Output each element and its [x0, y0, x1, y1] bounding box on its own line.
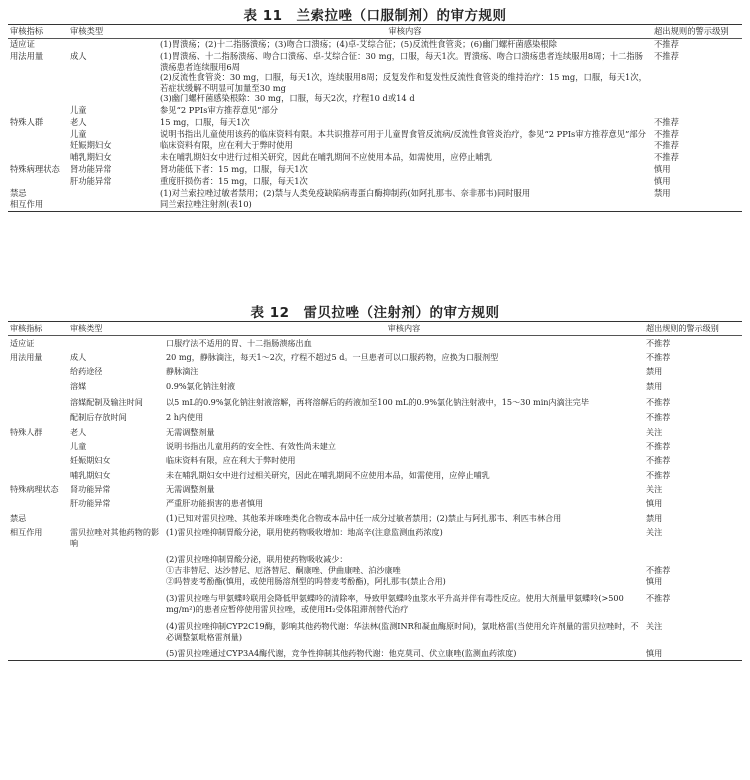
header-type: 审核类型 [70, 323, 103, 333]
cell-indicator: 特殊病理状态 [10, 484, 59, 495]
table-row [8, 590, 742, 618]
header-content: 审核内容 [387, 323, 421, 333]
table-row [8, 187, 742, 199]
cell-indicator [8, 646, 68, 661]
cell-content [158, 187, 652, 199]
level-line: 不推荐 [646, 564, 671, 575]
cell-indicator [8, 152, 68, 164]
cell-type [68, 199, 158, 211]
cell-type: 儿童 [70, 105, 87, 116]
content-line: 2 h内使用 [166, 412, 204, 423]
cell-level: 不推荐 [646, 455, 671, 466]
table-11-title: 表 11 兰索拉唑（口服制剂）的审方规则 [243, 8, 507, 24]
table-row [8, 38, 742, 50]
cell-type: 儿童 [70, 440, 87, 451]
cell-indicator [8, 379, 68, 393]
cell-level: 关注 [646, 426, 663, 437]
content-line: 20 mg，静脉滴注，每天1～2次，疗程不超过5 d。一旦患者可以口服药物，应换为口服剂型 [166, 352, 499, 363]
content-line: 严重肝功能损害的患者慎用 [166, 498, 264, 509]
cell-indicator [8, 175, 68, 187]
table-row [8, 454, 742, 468]
cell-indicator [8, 551, 68, 590]
content-line: (1)胃溃疡、十二指肠溃疡、吻合口溃疡、卓-艾综合征：30 mg，口服，每天1次。胃溃疡、吻合口溃疡患者连续服用8周；十二指肠溃疡患者连续服用6周 [160, 50, 643, 72]
table-row [8, 152, 742, 164]
content-line: 以5 mL的0.9%氯化钠注射液溶解，再将溶解后的药液加至100 mL的0.9%氯化钠注射液中，15～30 min内滴注完毕 [166, 396, 589, 407]
cell-content [164, 482, 644, 496]
content-line: 临床资料有限，应在利大于弊时使用 [160, 140, 293, 151]
cell-type: 肾功能异常 [70, 484, 111, 495]
content-line: ①吉非替尼、达沙替尼、厄洛替尼、酮康唑、伊曲康唑、泊沙康唑 [166, 564, 401, 575]
cell-level [644, 551, 742, 590]
content-line: (2)反流性食管炎：30 mg，口服，每天1次，连续服用8周；反复发作和复发性反流性食管炎的维持治疗：15 mg，口服，每天1次，若症状缓解不明显可加量至30 mg [160, 72, 647, 93]
cell-type: 肝功能异常 [70, 175, 112, 186]
content-line: (1)已知对雷贝拉唑、其他苯并咪唑类化合物或本品中任一成分过敏者禁用；(2)禁止与阿扎那韦、利匹韦林合用 [166, 512, 562, 523]
cell-content [164, 468, 644, 482]
cell-level: 禁用 [654, 187, 671, 198]
cell-content [158, 152, 652, 164]
table-12-header-row [8, 322, 742, 336]
table-row [8, 618, 742, 646]
cell-type: 妊娠期妇女 [70, 140, 112, 151]
cell-content [164, 439, 644, 453]
content-line: 重度肝损伤者：15 mg，口服，每天1次 [160, 175, 308, 186]
cell-type [68, 38, 158, 50]
content-line: (2)雷贝拉唑抑制胃酸分泌，联用使药物吸收减少： [166, 553, 348, 564]
content-line: 15 mg，口服，每天1次 [160, 116, 250, 127]
cell-level: 不推荐 [646, 396, 671, 407]
cell-content [158, 163, 652, 175]
cell-content [164, 350, 644, 364]
table-11 [8, 24, 742, 212]
cell-level: 不推荐 [654, 140, 679, 151]
cell-type: 老人 [70, 116, 87, 127]
table-row [8, 425, 742, 439]
cell-level: 禁用 [646, 512, 663, 523]
table-12 [8, 321, 742, 661]
cell-level: 关注 [646, 527, 663, 538]
cell-type: 雷贝拉唑对其他药物的影响 [70, 527, 160, 549]
content-line: 临床资料有限，应在利大于弊时使用 [166, 455, 296, 466]
cell-indicator [8, 590, 68, 618]
cell-content [164, 618, 644, 646]
content-line: (1)雷贝拉唑抑制胃酸分泌，联用使药物吸收增加：地高辛(注意监测血药浓度) [166, 527, 443, 538]
content-line: 说明书指出儿童用药的安全性、有效性尚未建立 [166, 440, 336, 451]
cell-level: 不推荐 [646, 337, 671, 348]
cell-type: 肝功能异常 [70, 498, 111, 509]
content-line: (3)幽门螺杆菌感染根除：30 mg，口服，每天2次，疗程10 d或14 d [160, 93, 415, 104]
table-row [8, 526, 742, 551]
cell-level: 慎用 [654, 164, 671, 175]
cell-indicator [8, 394, 68, 411]
cell-content [164, 454, 644, 468]
cell-level: 不推荐 [646, 469, 671, 480]
cell-content [158, 116, 652, 128]
header-indicator: 审核指标 [10, 323, 43, 333]
content-line: 未在哺乳期妇女中进行过相关研究，因此在哺乳期间不应使用本品，如需使用，应停止哺乳 [166, 469, 490, 480]
cell-level: 不推荐 [654, 152, 679, 163]
content-line: ②吗替麦考酚酯(慎用，或使用肠溶剂型的吗替麦考酚酯)，阿扎那韦(禁止合用) [166, 575, 446, 586]
cell-type: 溶媒 [70, 380, 87, 391]
cell-type [68, 590, 164, 618]
cell-indicator: 特殊人群 [10, 116, 44, 127]
cell-level: 禁用 [646, 366, 663, 377]
cell-indicator: 适应证 [10, 39, 35, 50]
content-line: 静脉滴注 [166, 366, 199, 377]
cell-indicator [8, 497, 68, 511]
content-line: 无需调整剂量 [166, 484, 215, 495]
cell-content [164, 551, 644, 590]
cell-level: 关注 [646, 620, 663, 631]
cell-type: 肾功能异常 [70, 164, 112, 175]
table-row [8, 511, 742, 525]
table-row [8, 365, 742, 379]
cell-indicator: 禁忌 [10, 187, 27, 198]
table-row [8, 394, 742, 411]
table-11-header-row [8, 25, 742, 39]
cell-indicator [8, 618, 68, 646]
cell-indicator: 特殊人群 [10, 426, 43, 437]
table-row [8, 350, 742, 364]
cell-type: 老人 [70, 426, 87, 437]
cell-indicator [8, 439, 68, 453]
cell-content [164, 336, 644, 351]
table-row [8, 551, 742, 590]
table-row [8, 199, 742, 211]
cell-level: 不推荐 [646, 412, 671, 423]
cell-level: 不推荐 [646, 352, 671, 363]
content-line: (5)雷贝拉唑通过CYP3A4酶代谢，竞争性抑制其他药物代谢：他克莫司、伏立康唑(监测血药浓度) [166, 647, 517, 658]
content-line: (1)对兰索拉唑过敏者禁用；(2)禁与人类免疫缺陷病毒蛋白酶抑制药(如阿扎那韦、奈非那韦)同时服用 [160, 187, 531, 198]
cell-type: 哺乳期妇女 [70, 469, 111, 480]
cell-indicator: 适应证 [10, 337, 35, 348]
cell-level: 不推荐 [654, 116, 679, 127]
cell-type: 儿童 [70, 128, 87, 139]
table-row [8, 468, 742, 482]
table-11-body [8, 38, 742, 211]
header-content: 审核内容 [388, 26, 422, 36]
content-line: 说明书指出儿童使用该药的临床资料有限。本共识推荐可用于儿童胃食管反流病/反流性食管炎治疗，参见“2 PPIs审方推荐意见”部分 [160, 128, 646, 139]
cell-content [164, 394, 644, 411]
header-level: 超出规则的警示级别 [646, 323, 719, 333]
table-row [8, 411, 742, 425]
cell-content [164, 497, 644, 511]
cell-type: 给药途径 [70, 366, 103, 377]
cell-type: 成人 [70, 50, 87, 61]
table-row [8, 175, 742, 187]
header-indicator: 审核指标 [10, 26, 44, 36]
cell-level [652, 199, 742, 211]
cell-indicator [8, 105, 68, 117]
cell-content [164, 646, 644, 661]
cell-type [68, 511, 164, 525]
cell-content [158, 140, 652, 152]
cell-level: 慎用 [654, 175, 671, 186]
cell-type: 溶媒配制及输注时间 [70, 396, 143, 407]
content-line: 未在哺乳期妇女中进行过相关研究，因此在哺乳期间不应使用本品，如需使用，应停止哺乳 [160, 152, 492, 163]
content-line: (4)雷贝拉唑抑制CYP2C19酶，影响其他药物代谢：华法林(监测INR和凝血酶原时间)，氯吡格雷(当使用允许剂量的雷贝拉唑时，不必调整氯吡格雷剂量) [166, 620, 639, 642]
content-line: (3)雷贝拉唑与甲氨蝶呤联用会降低甲氨蝶呤的清除率，导致甲氨蝶呤血浆水平升高并伴有毒性反应。使用大剂量甲氨蝶呤(>500 mg/m²)的患者应暂停使用雷贝拉唑，或使用H₂受体阻滞剂替代治疗 [166, 592, 624, 614]
cell-content [164, 365, 644, 379]
cell-indicator: 用法用量 [10, 50, 44, 61]
table-row [8, 128, 742, 140]
table-12-body [8, 336, 742, 661]
cell-indicator: 禁忌 [10, 512, 27, 523]
table-12-title: 表 12 雷贝拉唑（注射剂）的审方规则 [250, 305, 500, 321]
cell-content [164, 526, 644, 551]
cell-indicator [8, 454, 68, 468]
cell-indicator: 用法用量 [10, 352, 43, 363]
cell-content [164, 379, 644, 393]
cell-type [68, 336, 164, 351]
cell-level: 慎用 [646, 498, 663, 509]
content-line: 参见“2 PPIs审方推荐意见”部分 [160, 105, 279, 116]
cell-content [164, 590, 644, 618]
cell-level: 不推荐 [646, 440, 671, 451]
cell-indicator [8, 140, 68, 152]
level-line [646, 554, 740, 565]
cell-type [68, 187, 158, 199]
cell-level: 禁用 [646, 380, 663, 391]
cell-level: 不推荐 [646, 592, 671, 603]
cell-type [68, 551, 164, 590]
table-row [8, 336, 742, 351]
table-row [8, 163, 742, 175]
cell-level: 关注 [646, 484, 663, 495]
cell-level: 慎用 [646, 647, 663, 658]
cell-level: 不推荐 [654, 50, 679, 61]
content-line: (1)胃溃疡；(2)十二指肠溃疡；(3)吻合口溃疡；(4)卓-艾综合征；(5)反流性食管炎；(6)幽门螺杆菌感染根除 [160, 39, 557, 50]
cell-content [158, 38, 652, 50]
table-row [8, 646, 742, 661]
cell-level: 不推荐 [654, 128, 679, 139]
cell-content [158, 105, 652, 117]
content-line: 口服疗法不适用的胃、十二指肠溃疡出血 [166, 337, 312, 348]
header-type: 审核类型 [70, 26, 104, 36]
cell-content [158, 50, 652, 104]
cell-indicator [8, 468, 68, 482]
cell-indicator: 特殊病理状态 [10, 164, 60, 175]
table-row [8, 140, 742, 152]
content-line: 肾功能低下者：15 mg，口服，每天1次 [160, 164, 308, 175]
cell-indicator: 相互作用 [10, 527, 43, 538]
header-level: 超出规则的警示级别 [654, 26, 729, 36]
content-line: 无需调整剂量 [166, 426, 215, 437]
table-row [8, 439, 742, 453]
content-line: 同兰索拉唑注射剂(表10) [160, 199, 252, 210]
table-row [8, 379, 742, 393]
cell-type [68, 646, 164, 661]
cell-type: 配制后存放时间 [70, 412, 127, 423]
cell-indicator: 相互作用 [10, 199, 44, 210]
cell-content [158, 199, 652, 211]
table-row [8, 116, 742, 128]
cell-type [68, 618, 164, 646]
level-line: 慎用 [646, 575, 663, 586]
table-row [8, 50, 742, 104]
table-row [8, 105, 742, 117]
cell-type: 哺乳期妇女 [70, 152, 112, 163]
cell-indicator [8, 128, 68, 140]
cell-type: 成人 [70, 352, 87, 363]
cell-content [164, 411, 644, 425]
cell-level: 不推荐 [654, 39, 679, 50]
cell-content [158, 175, 652, 187]
cell-content [158, 128, 652, 140]
cell-indicator [8, 365, 68, 379]
cell-content [164, 511, 644, 525]
content-line: 0.9%氯化钠注射液 [166, 380, 236, 391]
table-row [8, 482, 742, 496]
cell-type: 妊娠期妇女 [70, 455, 111, 466]
cell-indicator [8, 411, 68, 425]
cell-level [652, 105, 742, 117]
table-row [8, 497, 742, 511]
cell-content [164, 425, 644, 439]
